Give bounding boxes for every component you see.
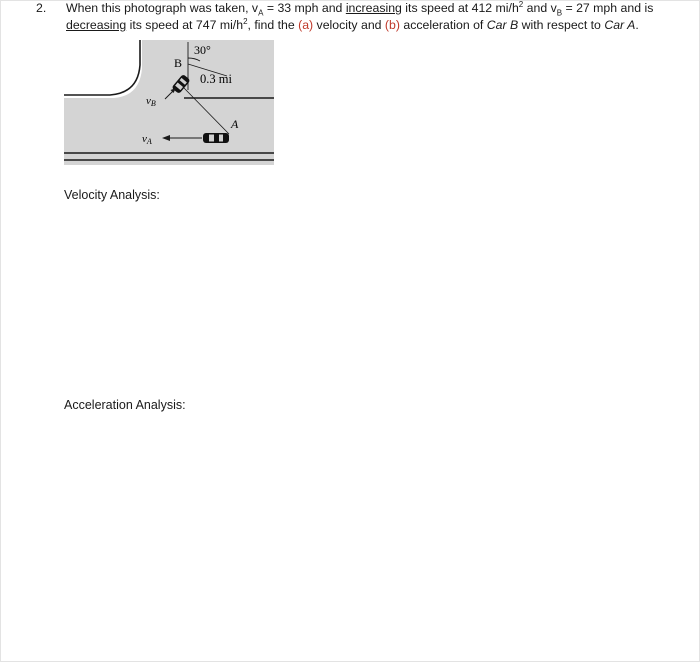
va-label: vA	[142, 133, 152, 146]
text-part: When this photograph was taken, v	[66, 1, 259, 15]
car-a-label: A	[231, 117, 239, 131]
figure-svg	[64, 40, 274, 165]
subscript-a: A	[258, 8, 264, 18]
text-part: its speed at 747 mi/h	[126, 18, 244, 32]
curb-line	[64, 40, 140, 95]
text-part: = 33 mph and	[263, 1, 346, 15]
text-part: .	[635, 18, 639, 32]
exponent: 2	[243, 16, 248, 26]
distance-label: 0.3 mi	[200, 72, 232, 86]
problem-number: 2.	[36, 1, 47, 15]
subscript-b: B	[556, 8, 563, 18]
problem-text	[66, 0, 686, 34]
text-part: acceleration of	[399, 18, 487, 32]
intersection-figure	[64, 40, 274, 165]
part-b-label: (b)	[384, 18, 400, 32]
angle-label: 30°	[194, 43, 211, 57]
text-part: with respect to	[518, 18, 605, 32]
car-a	[203, 133, 229, 143]
text-part: , find the	[247, 18, 299, 32]
road-surface	[64, 40, 274, 165]
vb-label: vB	[146, 95, 156, 108]
acceleration-analysis-heading: Acceleration Analysis:	[64, 398, 186, 412]
car-b-label: B	[174, 56, 183, 70]
text-part: = 27 mph and is	[562, 1, 654, 15]
velocity-analysis-heading: Velocity Analysis:	[64, 188, 160, 202]
exponent: 2	[518, 0, 524, 9]
text-part: its speed at 412 mi/h	[401, 1, 519, 15]
decreasing-underlined: decreasing	[66, 18, 127, 32]
increasing-underlined: increasing	[345, 1, 402, 15]
car-a-ref: Car A	[604, 18, 636, 32]
text-part: and v	[523, 1, 557, 15]
car-b-ref: Car B	[486, 18, 519, 32]
part-a-label: (a)	[298, 18, 314, 32]
text-part: velocity and	[313, 18, 385, 32]
